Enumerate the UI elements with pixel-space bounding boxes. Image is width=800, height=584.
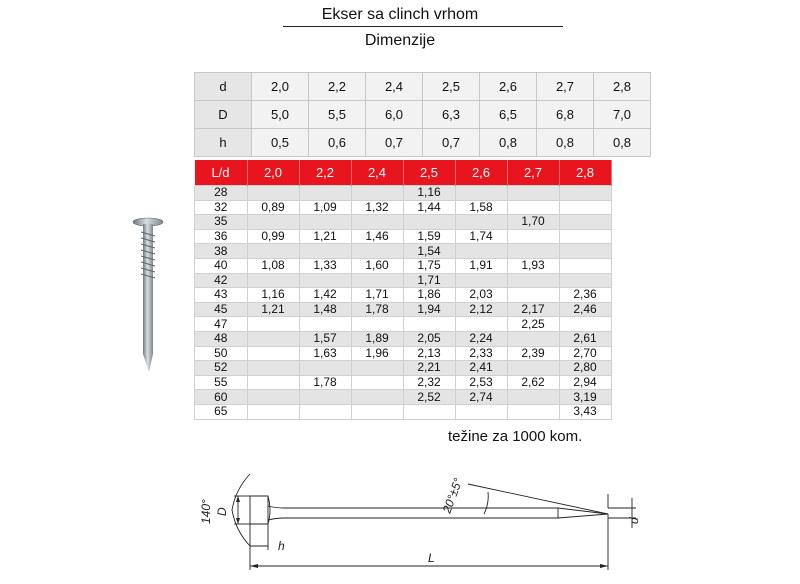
weight-cell (559, 215, 611, 230)
weight-cell: 1,58 (455, 200, 507, 215)
weight-cell (403, 215, 455, 230)
page-title: Ekser sa clinch vrhom (321, 6, 479, 23)
dimension-value: 0,5 (252, 129, 309, 157)
weight-cell: 2,62 (507, 375, 559, 390)
weight-cell: 1,48 (299, 302, 351, 317)
weight-cell: 2,32 (403, 375, 455, 390)
weight-cell (247, 375, 299, 390)
weight-cell: 2,46 (559, 302, 611, 317)
weight-cell: 2,36 (559, 288, 611, 303)
weight-cell (507, 361, 559, 376)
weight-cell: 2,41 (455, 361, 507, 376)
dimension-row (195, 73, 651, 101)
weight-cell (247, 390, 299, 405)
weight-cell (507, 331, 559, 346)
weight-cell (455, 244, 507, 259)
weight-cell: 2,24 (455, 331, 507, 346)
dimensions-table (194, 72, 651, 157)
weight-cell: 1,08 (247, 258, 299, 273)
weight-cell: 1,21 (247, 302, 299, 317)
weight-cell (455, 317, 507, 332)
length-cell: 60 (195, 390, 248, 405)
weights-column-header: 2,7 (507, 160, 559, 186)
dimension-label: d (195, 73, 252, 101)
weight-cell: 1,16 (247, 288, 299, 303)
weight-cell (247, 404, 299, 419)
weight-cell: 1,78 (299, 375, 351, 390)
weight-cell (351, 215, 403, 230)
dimension-value: 0,8 (594, 129, 651, 157)
weight-note: težine za 1000 kom. (448, 428, 583, 445)
table-row (195, 273, 612, 288)
nail-drawing (188, 462, 658, 580)
weight-cell (559, 229, 611, 244)
weights-column-header: 2,8 (559, 160, 611, 186)
table-row (195, 229, 612, 244)
length-cell: 48 (195, 331, 248, 346)
weight-cell: 3,43 (559, 404, 611, 419)
weight-cell: 1,70 (507, 215, 559, 230)
length-cell: 55 (195, 375, 248, 390)
weight-cell (299, 186, 351, 201)
weight-cell: 2,80 (559, 361, 611, 376)
head-angle-label: 140° (199, 499, 213, 524)
weight-cell: 2,39 (507, 346, 559, 361)
table-row (195, 200, 612, 215)
table-row (195, 331, 612, 346)
weight-cell (559, 273, 611, 288)
dimension-value: 0,8 (537, 129, 594, 157)
weights-column-header: 2,5 (403, 160, 455, 186)
weight-cell (507, 186, 559, 201)
weight-cell (455, 215, 507, 230)
weights-table (194, 160, 612, 420)
table-row (195, 404, 612, 419)
weight-cell (299, 390, 351, 405)
dimension-value: 0,7 (423, 129, 480, 157)
dimension-value: 5,5 (309, 101, 366, 129)
weight-cell: 1,75 (403, 258, 455, 273)
weight-cell (507, 200, 559, 215)
length-cell: 50 (195, 346, 248, 361)
weight-cell (507, 229, 559, 244)
title-divider (283, 26, 563, 27)
table-row (195, 390, 612, 405)
weight-cell (247, 273, 299, 288)
weight-cell (507, 288, 559, 303)
weight-cell (351, 244, 403, 259)
weight-cell (507, 404, 559, 419)
weight-cell: 1,57 (299, 331, 351, 346)
weight-cell (559, 258, 611, 273)
weight-cell (455, 273, 507, 288)
dimension-value: 2,0 (252, 73, 309, 101)
weight-cell (351, 375, 403, 390)
weight-cell: 1,94 (403, 302, 455, 317)
dimension-value: 2,2 (309, 73, 366, 101)
table-row (195, 361, 612, 376)
weight-cell: 1,93 (507, 258, 559, 273)
weight-cell: 2,13 (403, 346, 455, 361)
nail-photo (128, 214, 168, 374)
weight-cell: 1,71 (351, 288, 403, 303)
length-cell: 52 (195, 361, 248, 376)
weight-cell: 1,86 (403, 288, 455, 303)
weight-cell (247, 361, 299, 376)
weight-cell: 0,89 (247, 200, 299, 215)
length-cell: 36 (195, 229, 248, 244)
weight-cell: 1,16 (403, 186, 455, 201)
weights-column-header: 2,6 (455, 160, 507, 186)
weight-cell: 2,53 (455, 375, 507, 390)
dimension-label: h (195, 129, 252, 157)
weights-header-row (195, 160, 612, 186)
weights-column-header: 2,2 (299, 160, 351, 186)
head-diameter-label: D (215, 507, 229, 516)
weight-cell (247, 244, 299, 259)
length-cell: 45 (195, 302, 248, 317)
table-row (195, 244, 612, 259)
weight-cell: 2,33 (455, 346, 507, 361)
dimension-row (195, 101, 651, 129)
weight-cell (351, 361, 403, 376)
length-cell: 32 (195, 200, 248, 215)
weight-cell: 2,03 (455, 288, 507, 303)
tip-angle-label: 20°±5° (439, 476, 466, 516)
weight-cell (299, 317, 351, 332)
weight-cell (403, 404, 455, 419)
length-cell: 40 (195, 258, 248, 273)
weight-cell: 1,89 (351, 331, 403, 346)
weight-cell: 1,44 (403, 200, 455, 215)
weight-cell: 2,74 (455, 390, 507, 405)
dimension-value: 2,7 (537, 73, 594, 101)
weight-cell: 1,63 (299, 346, 351, 361)
head-height-label: h (278, 539, 285, 553)
weight-cell: 1,91 (455, 258, 507, 273)
weight-cell: 2,12 (455, 302, 507, 317)
weight-cell (351, 404, 403, 419)
table-row (195, 215, 612, 230)
weight-cell: 1,71 (403, 273, 455, 288)
weight-cell (455, 404, 507, 419)
weight-cell: 1,78 (351, 302, 403, 317)
dimension-value: 0,7 (366, 129, 423, 157)
weight-cell (455, 186, 507, 201)
dimension-value: 6,5 (480, 101, 537, 129)
weight-cell: 1,59 (403, 229, 455, 244)
dimension-value: 5,0 (252, 101, 309, 129)
dimension-value: 2,5 (423, 73, 480, 101)
nail-head (250, 496, 270, 524)
table-row (195, 186, 612, 201)
weight-cell: 1,46 (351, 229, 403, 244)
weight-cell (299, 404, 351, 419)
weight-cell: 1,33 (299, 258, 351, 273)
nail-shank (268, 506, 608, 520)
weight-cell: 1,60 (351, 258, 403, 273)
page-subtitle: Dimenzije (364, 32, 436, 49)
weight-cell: 2,94 (559, 375, 611, 390)
weight-cell: 2,61 (559, 331, 611, 346)
weight-cell: 3,19 (559, 390, 611, 405)
weight-cell (299, 361, 351, 376)
weight-cell: 1,09 (299, 200, 351, 215)
weight-cell (507, 390, 559, 405)
dimension-value: 0,8 (480, 129, 537, 157)
length-cell: 65 (195, 404, 248, 419)
weight-cell (403, 317, 455, 332)
dimension-value: 2,4 (366, 73, 423, 101)
length-cell: 35 (195, 215, 248, 230)
weight-cell (299, 244, 351, 259)
weights-corner-header: L/d (195, 160, 248, 186)
table-row (195, 258, 612, 273)
weight-cell (299, 215, 351, 230)
weight-cell (559, 244, 611, 259)
length-cell: 38 (195, 244, 248, 259)
weight-cell (247, 346, 299, 361)
weight-cell (247, 215, 299, 230)
weight-cell (247, 317, 299, 332)
weight-cell (559, 317, 611, 332)
dimension-value: 6,8 (537, 101, 594, 129)
weight-cell (299, 273, 351, 288)
dimension-label: D (195, 101, 252, 129)
weight-cell: 2,05 (403, 331, 455, 346)
dimension-value: 6,3 (423, 101, 480, 129)
head-angle-arc (232, 474, 250, 546)
shank-diameter-label: d (627, 517, 641, 524)
dimension-value: 2,8 (594, 73, 651, 101)
weight-cell (351, 186, 403, 201)
dimension-value: 2,6 (480, 73, 537, 101)
weight-cell: 2,17 (507, 302, 559, 317)
table-row (195, 302, 612, 317)
length-cell: 47 (195, 317, 248, 332)
weight-cell: 1,21 (299, 229, 351, 244)
table-row (195, 288, 612, 303)
dimension-value: 6,0 (366, 101, 423, 129)
weight-cell (507, 273, 559, 288)
weight-cell (351, 317, 403, 332)
length-label: L (428, 551, 435, 565)
table-row (195, 375, 612, 390)
weight-cell: 2,21 (403, 361, 455, 376)
weight-cell: 2,25 (507, 317, 559, 332)
weight-cell (507, 244, 559, 259)
weight-cell (351, 273, 403, 288)
dimension-row (195, 129, 651, 157)
weights-column-header: 2,0 (247, 160, 299, 186)
weight-cell: 0,99 (247, 229, 299, 244)
table-row (195, 317, 612, 332)
weight-cell: 2,70 (559, 346, 611, 361)
weight-cell (247, 186, 299, 201)
length-cell: 42 (195, 273, 248, 288)
dimension-value: 7,0 (594, 101, 651, 129)
weight-cell (247, 331, 299, 346)
weight-cell (559, 200, 611, 215)
length-cell: 28 (195, 186, 248, 201)
weights-column-header: 2,4 (351, 160, 403, 186)
weight-cell: 1,54 (403, 244, 455, 259)
weight-cell: 1,74 (455, 229, 507, 244)
weight-cell (559, 186, 611, 201)
weight-cell: 2,52 (403, 390, 455, 405)
weight-cell: 1,96 (351, 346, 403, 361)
length-cell: 43 (195, 288, 248, 303)
dimension-value: 0,6 (309, 129, 366, 157)
table-row (195, 346, 612, 361)
weight-cell: 1,32 (351, 200, 403, 215)
weight-cell: 1,42 (299, 288, 351, 303)
weight-cell (351, 390, 403, 405)
